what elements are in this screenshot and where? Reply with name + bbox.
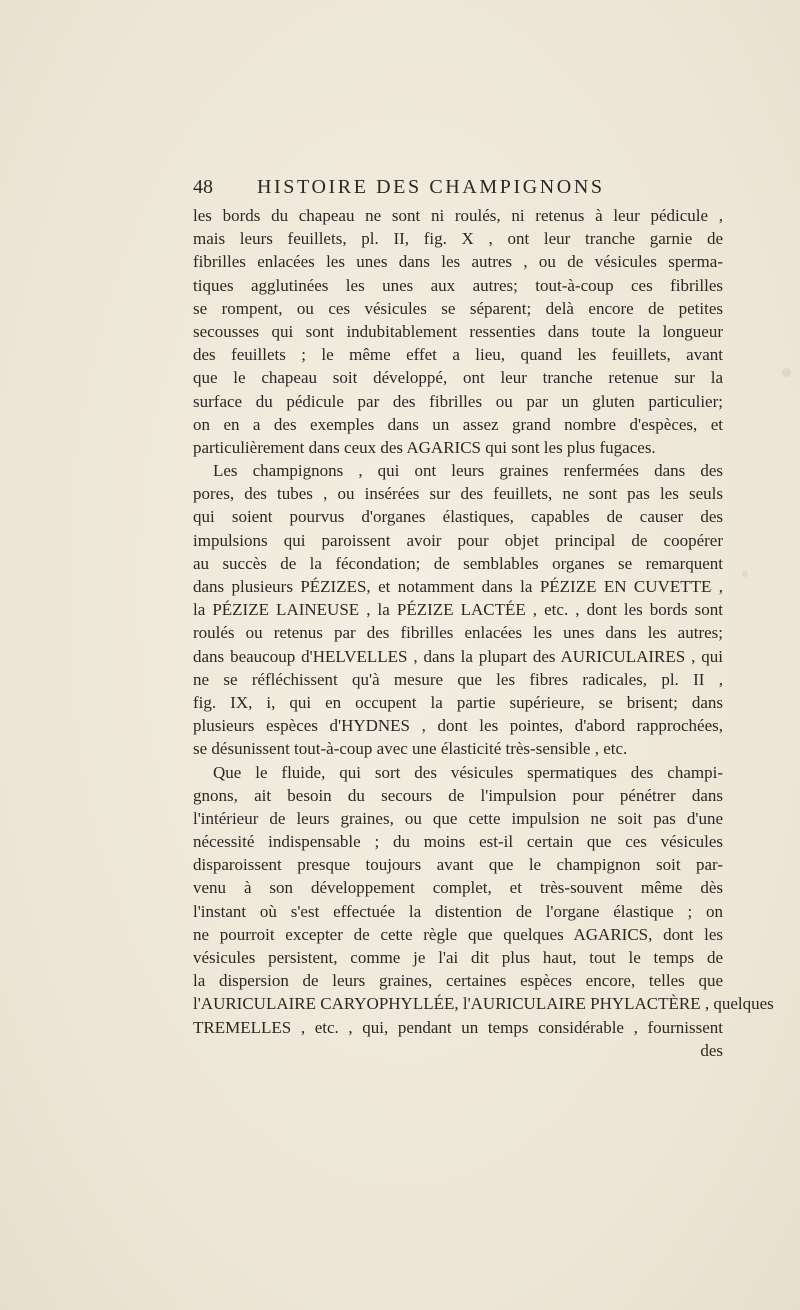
text-line: l'intérieur de leurs graines, ou que cette impulsion ne soit pas d'une xyxy=(193,808,723,828)
paper-stain xyxy=(742,571,748,577)
text-line: on en a des exemples dans un assez grand nombre d'espèces, et xyxy=(193,414,723,434)
body-text xyxy=(193,204,774,1062)
text-line: fig. IX, i, qui en occupent la partie supérieure, se brisent; dans xyxy=(193,692,723,712)
page-header xyxy=(193,174,723,202)
text-line: venu à son développement complet, et très-souvent même dès xyxy=(193,878,723,898)
text-line: l'AURICULAIRE CARYOPHYLLÉE, l'AURICULAIRE PHYLACTÈRE , quelques xyxy=(193,994,774,1014)
text-line: nécessité indispensable ; du moins est-il certain que ces vésicules xyxy=(193,832,723,852)
text-line: impulsions qui paroissent avoir pour objet principal de coopérer xyxy=(193,530,723,550)
text-line: se désunissent tout-à-coup avec une élasticité très-sensible , etc. xyxy=(193,739,628,759)
text-line: la PÉZIZE LAINEUSE , la PÉZIZE LACTÉE , etc. , dont les bords sont xyxy=(193,600,723,620)
text-line: gnons, ait besoin du secours de l'impulsion pour pénétrer dans xyxy=(193,785,723,805)
text-line: TREMELLES , etc. , qui, pendant un temps considérable , fournissent xyxy=(193,1017,723,1037)
text-line: que le chapeau soit développé, ont leur tranche retenue sur la xyxy=(193,368,723,388)
page-number: 48 xyxy=(193,176,213,198)
text-line: les bords du chapeau ne sont ni roulés, ni retenus à leur pédicule , xyxy=(193,206,723,225)
text-line: ne se réfléchissent qu'à mesure que les fibres radicales, pl. II , xyxy=(193,669,723,689)
text-line: l'instant où s'est effectuée la distention de l'organe élastique ; on xyxy=(193,901,723,921)
paragraph-first-line: Les champignons , qui ont leurs graines renfermées dans des xyxy=(213,461,723,481)
paragraph-first-line: Que le fluide, qui sort des vésicules spermatiques des champi- xyxy=(213,762,723,782)
text-line: surface du pédicule par des fibrilles ou par un gluten particulier; xyxy=(193,391,723,411)
text-line: se rompent, ou ces vésicules se séparent; delà encore de petites xyxy=(193,298,723,318)
catchword: des xyxy=(700,1040,723,1060)
text-line: secousses qui sont indubitablement ressenties dans toute la longueur xyxy=(193,321,723,341)
text-line: mais leurs feuillets, pl. II, fig. X , ont leur tranche garnie de xyxy=(193,229,723,249)
text-line: dans beaucoup d'HELVELLES , dans la plupart des AURICULAIRES , qui xyxy=(193,646,723,666)
paper-stain xyxy=(782,368,791,377)
text-line: la dispersion de leurs graines, certaines espèces encore, telles que xyxy=(193,971,723,991)
text-line: vésicules persistent, comme je l'ai dit plus haut, tout le temps de xyxy=(193,948,723,967)
text-line: des feuillets ; le même effet a lieu, quand les feuillets, avant xyxy=(193,345,723,365)
text-line: qui soient pourvus d'organes élastiques, capables de causer des xyxy=(193,507,723,527)
text-line: au succès de la fécondation; de semblables organes se remarquent xyxy=(193,553,723,573)
text-line: disparoissent presque toujours avant que le champignon soit par- xyxy=(193,855,723,875)
text-line: plusieurs espèces d'HYDNES , dont les pointes, d'abord rapprochées, xyxy=(193,716,723,736)
text-line: dans plusieurs PÉZIZES, et notamment dans la PÉZIZE EN CUVETTE , xyxy=(193,577,723,596)
text-line: pores, des tubes , ou insérées sur des feuillets, ne sont pas les seuls xyxy=(193,484,723,504)
running-title: HISTOIRE DES CHAMPIGNONS xyxy=(257,176,605,198)
text-line: tiques agglutinées les unes aux autres; tout-à-coup ces fibrilles xyxy=(193,275,723,295)
text-line: ne pourroit excepter de cette règle que quelques AGARICS, dont les xyxy=(193,924,723,944)
text-line: particulièrement dans ceux des AGARICS qui sont les plus fugaces. xyxy=(193,437,656,457)
text-line: roulés ou retenus par des fibrilles enlacées les unes dans les autres; xyxy=(193,623,723,643)
text-line: fibrilles enlacées les unes dans les autres , ou de vésicules sperma- xyxy=(193,252,723,272)
